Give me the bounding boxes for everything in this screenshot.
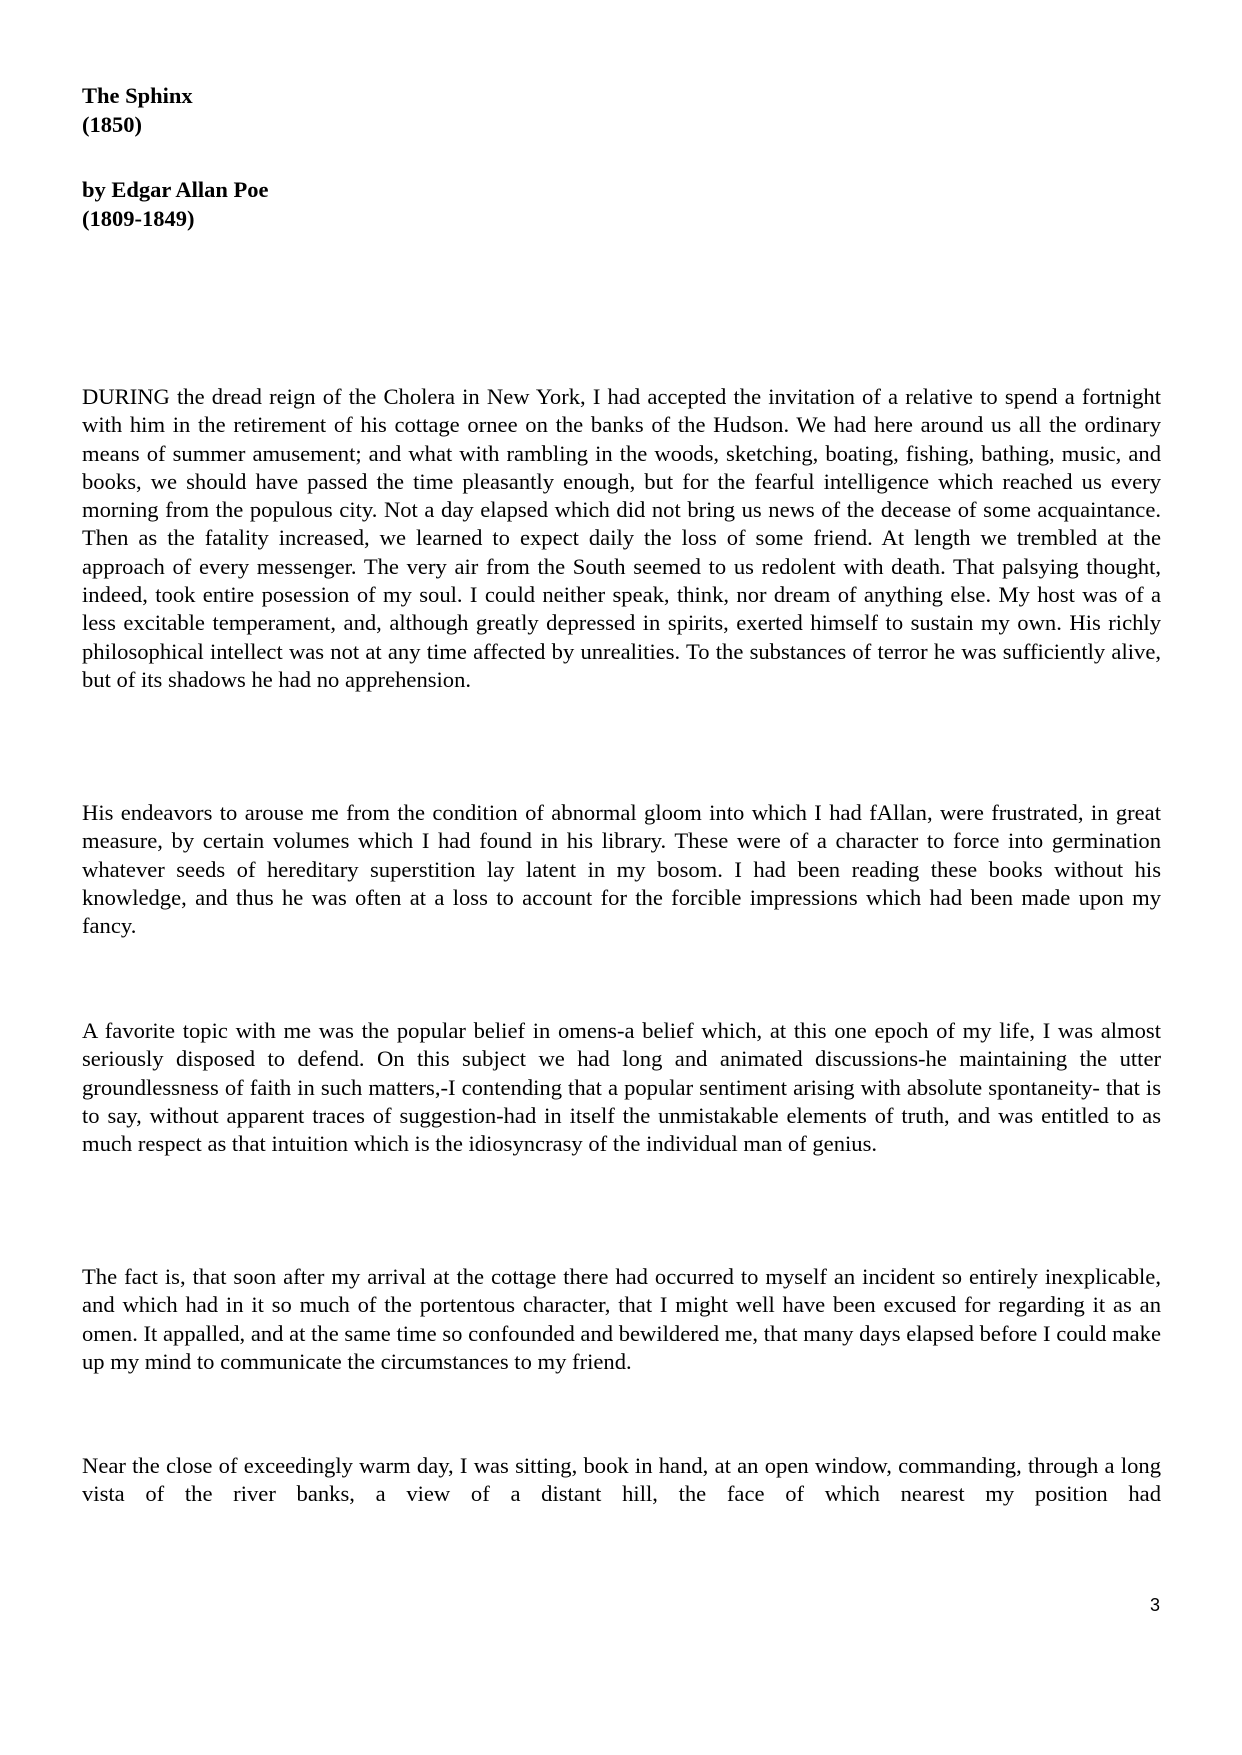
paragraph-1: DURING the dread reign of the Cholera in New York, I had accepted the invitation of a relative to spend a fortnight with him in the retirement of his cottage ornee on the banks of the Hudson. We had here around us all the ordinary means of summer amusement; and what with rambling in the woods, sketching, boating, fishing, bathing, music, and books, we should have passed the time pleasantly enough, but for the fearful intelligence which reached us every morning from the populous city. Not a day elapsed which did not bring us news of the decease of some acquaintance. Then as the fatality increased, we learned to expect daily the loss of some friend. At length we trembled at the approach of every messenger. The very air from the South seemed to us redolent with death. That palsying thought, indeed, took entire posession of my soul. I could neither speak, think, nor dream of anything else. My host was of a less excitable temperament, and, although greatly depressed in spirits, exerted himself to sustain my own. His richly philosophical intellect was not at any time affected by unrealities. To the substances of terror he was sufficiently alive, but of its shadows he had no apprehension. bbox=[82, 384, 1161, 692]
paragraph-3: A favorite topic with me was the popular belief in omens-a belief which, at this one epoch of my life, I was almost seriously disposed to defend. On this subject we had long and animated discussions-he maintaining the utter groundlessness of faith in such matters,-I contending that a popular sentiment arising with absolute spontaneity- that is to say, without apparent traces of suggestion-had in itself the unmistakable elements of truth, and was entitled to as much respect as that intuition which is the idiosyncrasy of the individual man of genius. bbox=[82, 1018, 1161, 1157]
paragraph-2: His endeavors to arouse me from the condition of abnormal gloom into which I had fAllan, were frustrated, in great measure, by certain volumes which I had found in his library. These were of a character to force into germination whatever seeds of hereditary superstition lay latent in my bosom. I had been reading these books without his knowledge, and thus he was often at a loss to account for the forcible impressions which had been made upon my fancy. bbox=[82, 800, 1161, 939]
author-line: by Edgar Allan Poe bbox=[82, 177, 269, 202]
page-number: 3 bbox=[1149, 1595, 1160, 1615]
paragraph-4: The fact is, that soon after my arrival at the cottage there had occurred to myself an incident so entirely inexplicable, and which had in it so much of the portentous character, that I might well have been excused for regarding it as an omen. It appalled, and at the same time so confounded and bewildered me, that many days elapsed before I could make up my mind to communicate the circumstances to my friend. bbox=[82, 1264, 1161, 1374]
author-block bbox=[82, 175, 582, 233]
title-block bbox=[82, 81, 582, 139]
author-dates: (1809-1849) bbox=[82, 206, 195, 231]
document-title: The Sphinx bbox=[82, 83, 193, 108]
publication-year: (1850) bbox=[82, 112, 142, 137]
paragraph-5: Near the close of exceedingly warm day, I was sitting, book in hand, at an open window, commanding, through a long vista of the river banks, a view of a distant hill, the face of which nearest my position had bbox=[82, 1453, 1161, 1507]
